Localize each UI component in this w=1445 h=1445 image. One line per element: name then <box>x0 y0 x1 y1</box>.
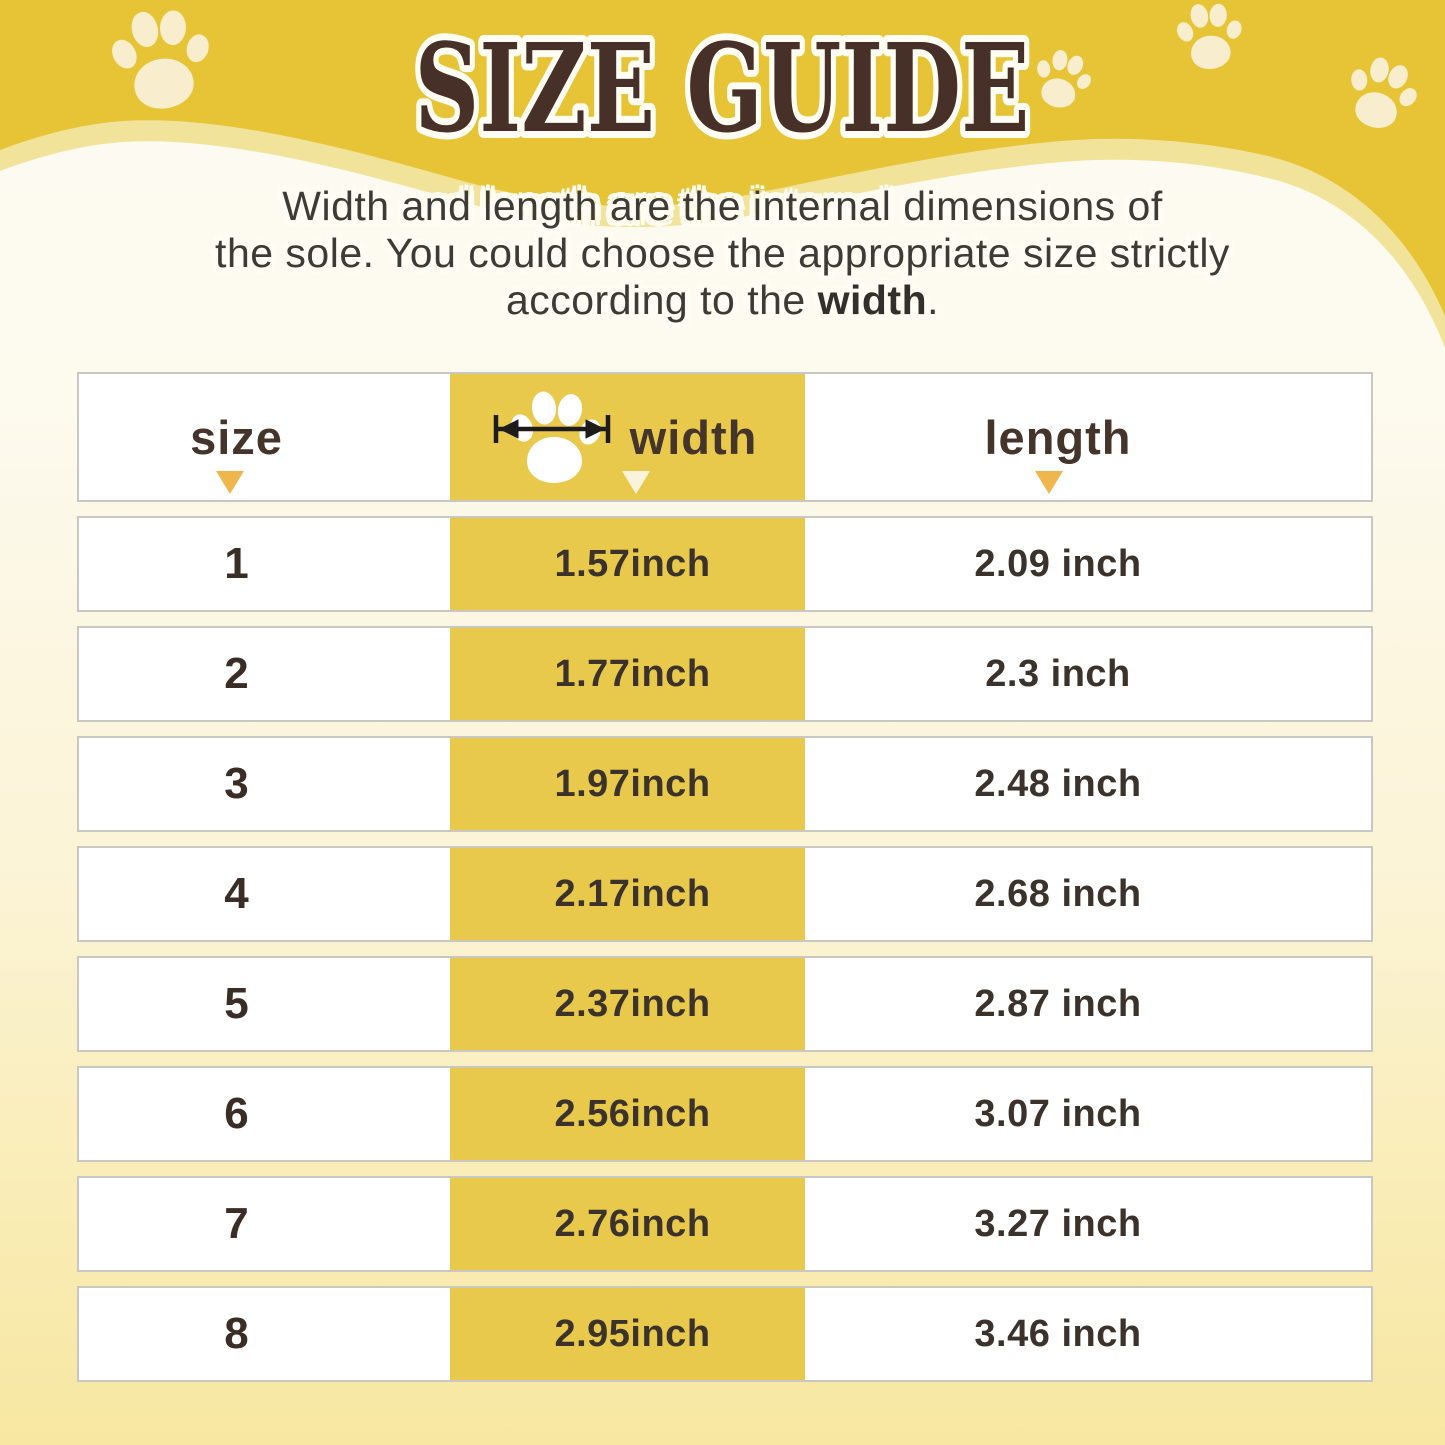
table-row <box>77 626 1373 722</box>
description-line-3 <box>0 277 1445 324</box>
header-width-label: width <box>629 410 758 464</box>
row-width-value: 2.76inch <box>554 1202 711 1245</box>
row-width-value: 2.17inch <box>554 872 711 915</box>
description-line-3-bold: width <box>817 277 928 323</box>
table-row <box>77 1176 1373 1272</box>
table-row <box>77 736 1373 832</box>
row-width-value: 1.97inch <box>554 762 711 805</box>
row-size-value: 2 <box>224 649 249 698</box>
header-length-label: length <box>984 410 1132 464</box>
row-length-value: 2.3 inch <box>985 652 1131 695</box>
row-length-value: 2.09 inch <box>974 542 1142 585</box>
triangle-down-icon <box>622 471 650 494</box>
description-line-2: the sole. You could choose the appropriate size strictly <box>215 230 1230 276</box>
table-body <box>77 516 1373 1382</box>
row-size-value: 4 <box>224 869 249 918</box>
header-size-cell <box>79 374 450 500</box>
table-header-row <box>77 372 1373 502</box>
row-length-value: 3.27 inch <box>974 1202 1142 1245</box>
page-title: SIZE GUIDE <box>414 16 1030 160</box>
header-size-label: size <box>190 410 283 464</box>
table-row <box>77 516 1373 612</box>
row-size-value: 1 <box>224 539 249 588</box>
table-row <box>77 956 1373 1052</box>
description-line-3-prefix: according to the <box>505 277 818 323</box>
table-row <box>77 1066 1373 1162</box>
size-table <box>77 372 1373 1382</box>
row-width-value: 1.77inch <box>554 652 711 695</box>
row-width-value: 1.57inch <box>554 542 711 585</box>
row-length-value: 2.87 inch <box>974 982 1142 1025</box>
table-row <box>77 846 1373 942</box>
description-line-3-suffix: . <box>927 277 940 323</box>
row-width-value: 2.37inch <box>554 982 711 1025</box>
row-length-value: 2.68 inch <box>974 872 1142 915</box>
row-size-value: 3 <box>224 759 249 808</box>
description-text <box>0 183 1445 324</box>
row-width-value: 2.95inch <box>554 1312 711 1355</box>
row-width-value: 2.56inch <box>554 1092 711 1135</box>
paw-width-arrow-icon <box>490 385 614 489</box>
row-length-value: 2.48 inch <box>974 762 1142 805</box>
row-size-value: 8 <box>224 1309 249 1358</box>
row-size-value: 7 <box>224 1199 249 1248</box>
row-length-value: 3.46 inch <box>974 1312 1142 1355</box>
row-length-value: 3.07 inch <box>974 1092 1142 1135</box>
table-row <box>77 1286 1373 1382</box>
description-line-1: Width and length are the internal dimensions of <box>282 183 1163 229</box>
row-size-value: 5 <box>224 979 249 1028</box>
triangle-down-icon <box>216 471 244 494</box>
row-size-value: 6 <box>224 1089 249 1138</box>
triangle-down-icon <box>1035 471 1063 494</box>
header-length-cell <box>805 374 1371 500</box>
